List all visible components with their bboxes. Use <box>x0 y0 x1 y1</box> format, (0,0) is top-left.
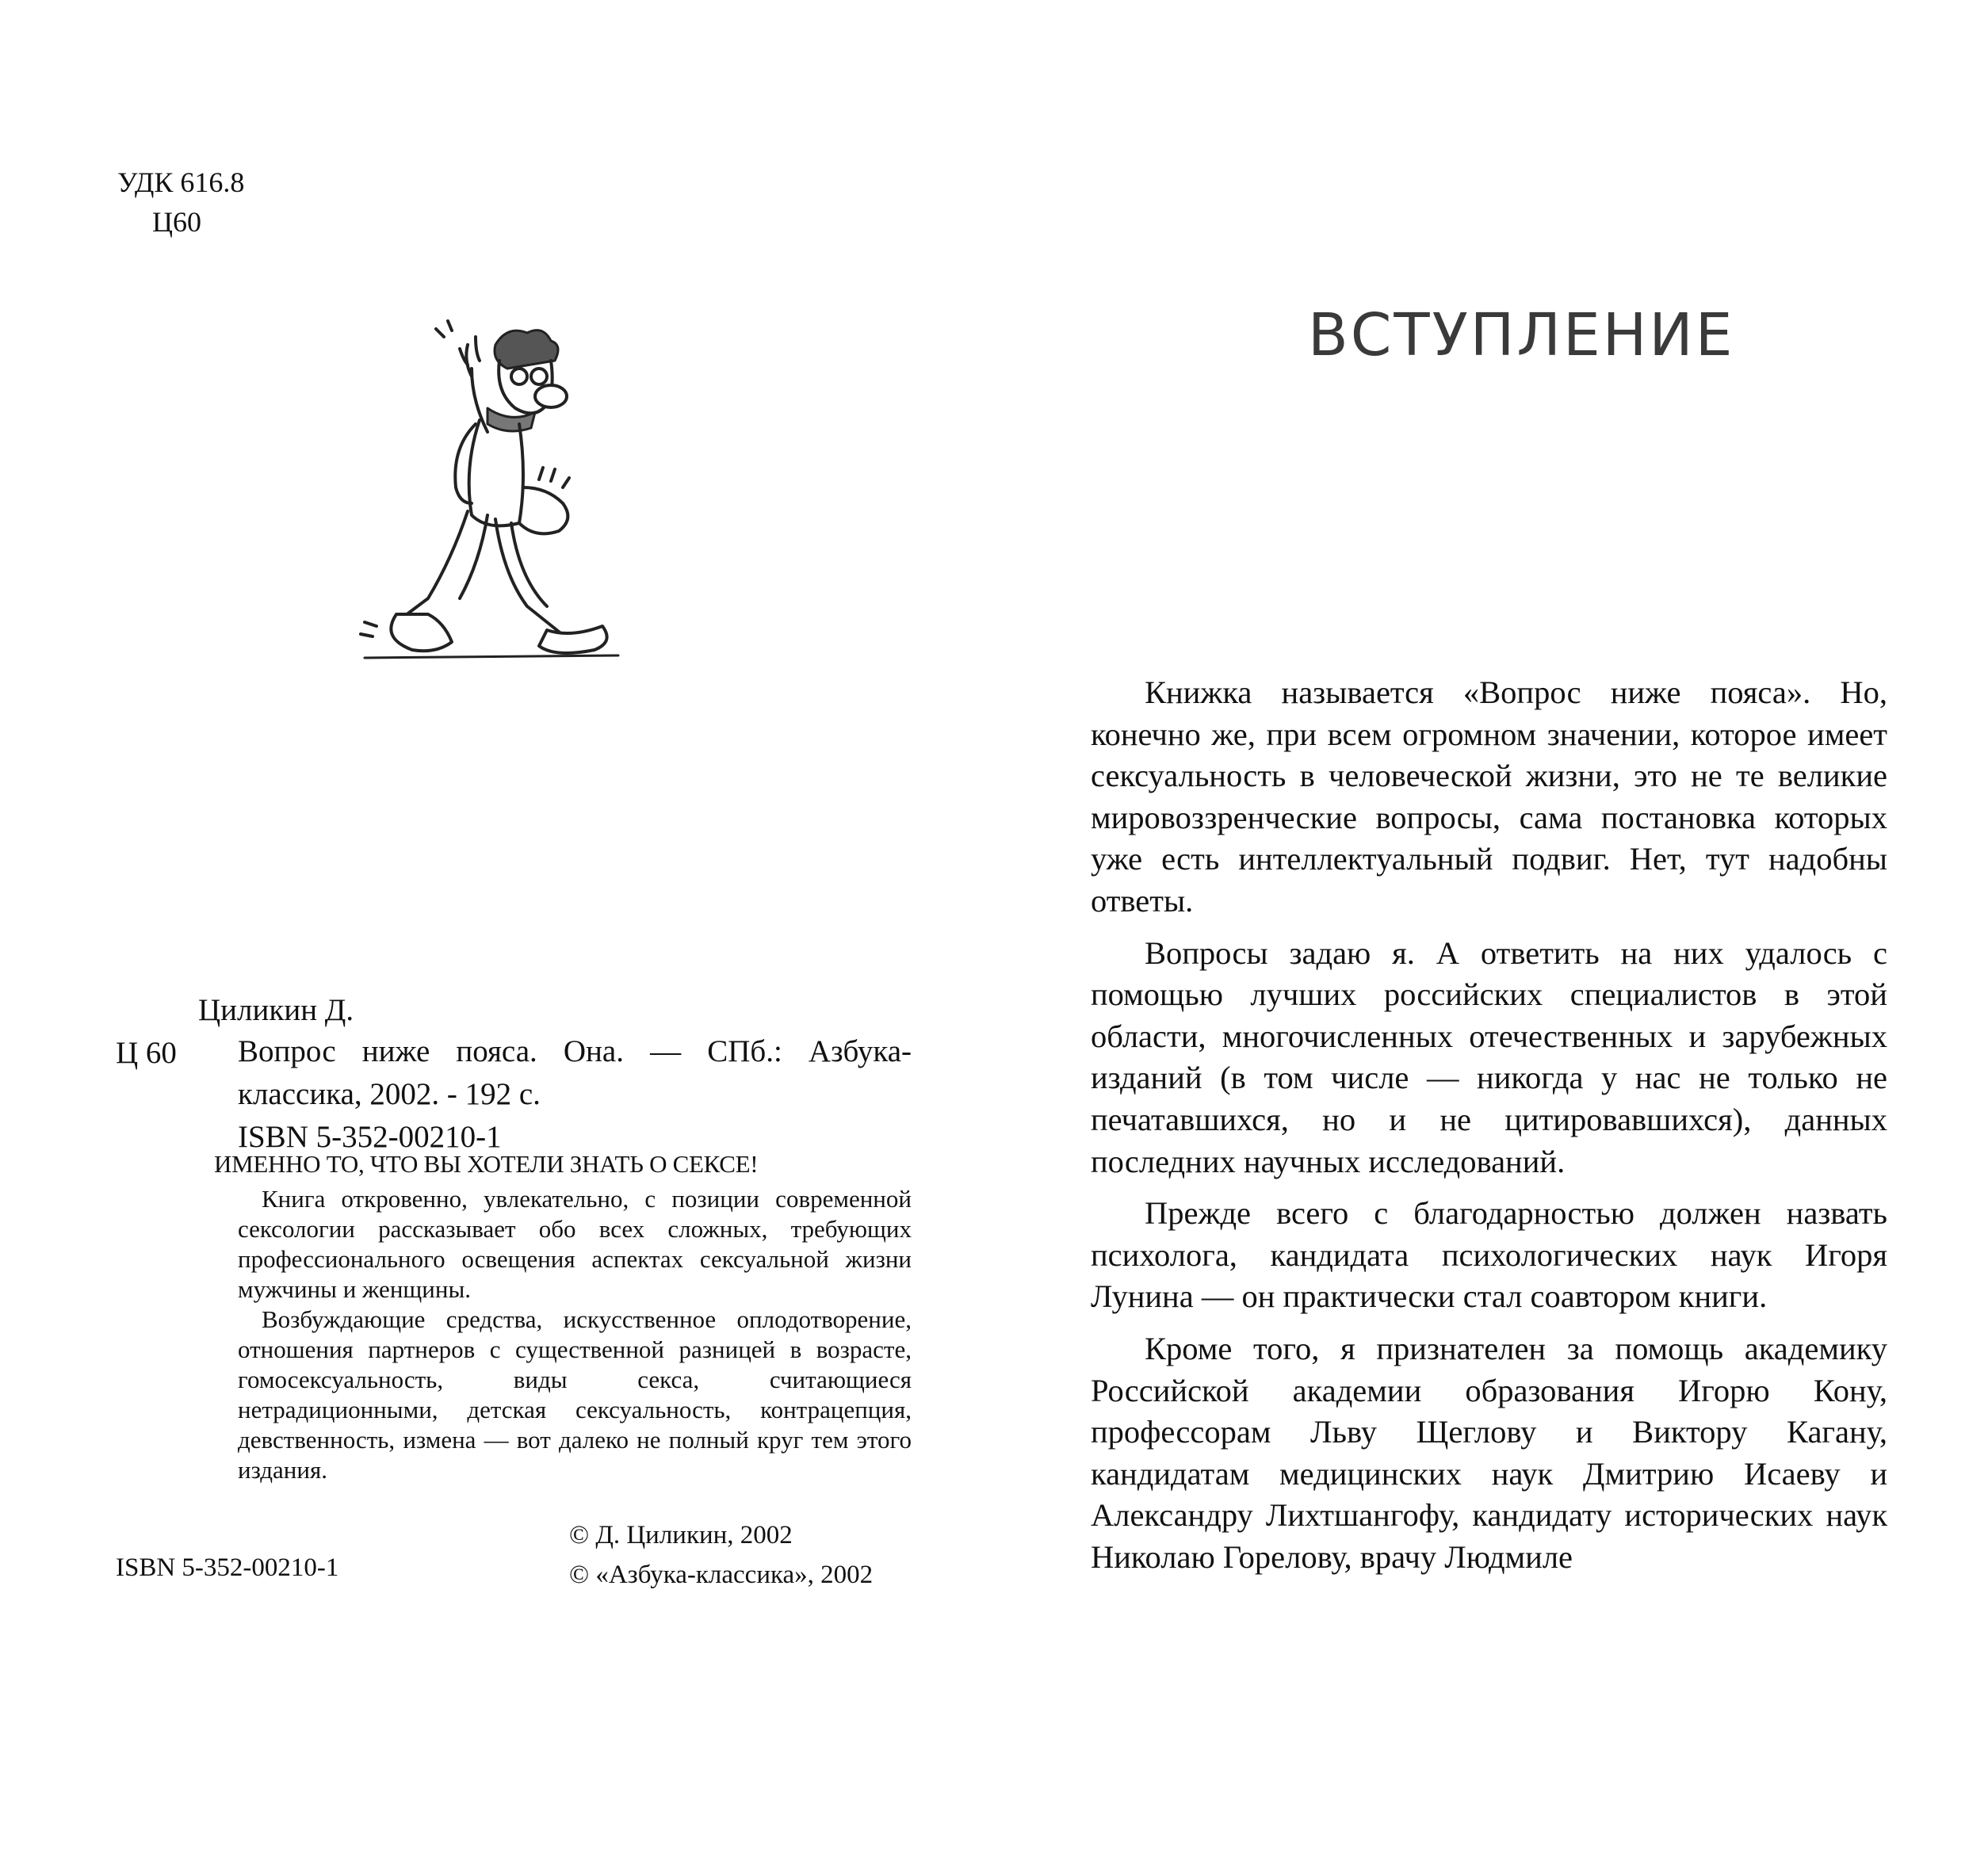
annotation-slogan: ИМЕННО ТО, ЧТО ВЫ ХОТЕЛИ ЗНАТЬ О СЕКСЕ! <box>214 1150 759 1178</box>
walking-man-cartoon-icon <box>349 313 650 670</box>
body-paragraph: Книжка называется «Вопрос ниже пояса». Но, конечно же, при всем огромном значении, которое имеет сексуальность в человеческой жизни, это не те великие мировоззренческие вопросы, сама постановка которых уже есть интеллектуальный подвиг. Нет, тут надобны ответы. <box>1091 674 1887 919</box>
biblio-catalog-code: Ц 60 <box>116 1036 177 1070</box>
chapter-title: ВСТУПЛЕНИЕ <box>1308 301 1735 369</box>
biblio-title-line: Вопрос ниже пояса. Она. — СПб.: Азбука-классика, 2002. - 192 с. <box>238 1034 912 1111</box>
annotation-paragraph: Книга откровенно, увлекательно, с позиции современной сексологии рассказывает обо всех сложных, требующих профессионального освещения аспектах сексуальной жизни мужчины и женщины. <box>238 1185 912 1303</box>
biblio-author: Циликин Д. <box>198 993 354 1027</box>
biblio-isbn: ISBN 5-352-00210-1 <box>238 1120 502 1154</box>
copyright-author: © Д. Циликин, 2002 <box>569 1521 793 1549</box>
body-paragraph: Вопросы задаю я. А ответить на них удалось с помощью лучших российских специалистов в этой области, многочисленных отечественных и зарубежных изданий (в том числе — никогда у нас не только не печатавшихся, но и не цитировавшихся), данных последних научных исследований. <box>1091 934 1887 1179</box>
copyright-block <box>569 1515 873 1595</box>
chapter-body <box>1091 672 1887 1588</box>
body-paragraph: Прежде всего с благодарностью должен назвать психолога, кандидата психологических наук Игоря Лунина — он практически стал соавтором книги. <box>1091 1195 1887 1315</box>
annotation-paragraph: Возбуждающие средства, искусственное оплодотворение, отношения партнеров с существенной разницей в возрасте, гомосексуальность, виды секса, считающиеся нетрадиционными, детская сексуальность, контрацепция, девственность, измена — вот далеко не полный круг тем этого издания. <box>238 1305 912 1484</box>
bottom-isbn: ISBN 5-352-00210-1 <box>116 1553 339 1582</box>
udk-classification <box>117 162 244 242</box>
annotation <box>214 1149 912 1485</box>
copyright-publisher: © «Азбука-классика», 2002 <box>569 1561 874 1589</box>
catalog-code: Ц60 <box>152 206 201 238</box>
udk-line: УДК 616.8 <box>117 166 245 198</box>
body-paragraph: Кроме того, я признателен за помощь академику Российской академии образования Игорю Кону, профессорам Льву Щеглову и Виктору Кагану, кандидатам медицинских наук Дмитрию Исаеву и Александру Лихтшангофу, кандидату исторических наук Николаю Горелову, врачу Людмиле <box>1091 1330 1887 1575</box>
biblio-description <box>198 1030 912 1159</box>
